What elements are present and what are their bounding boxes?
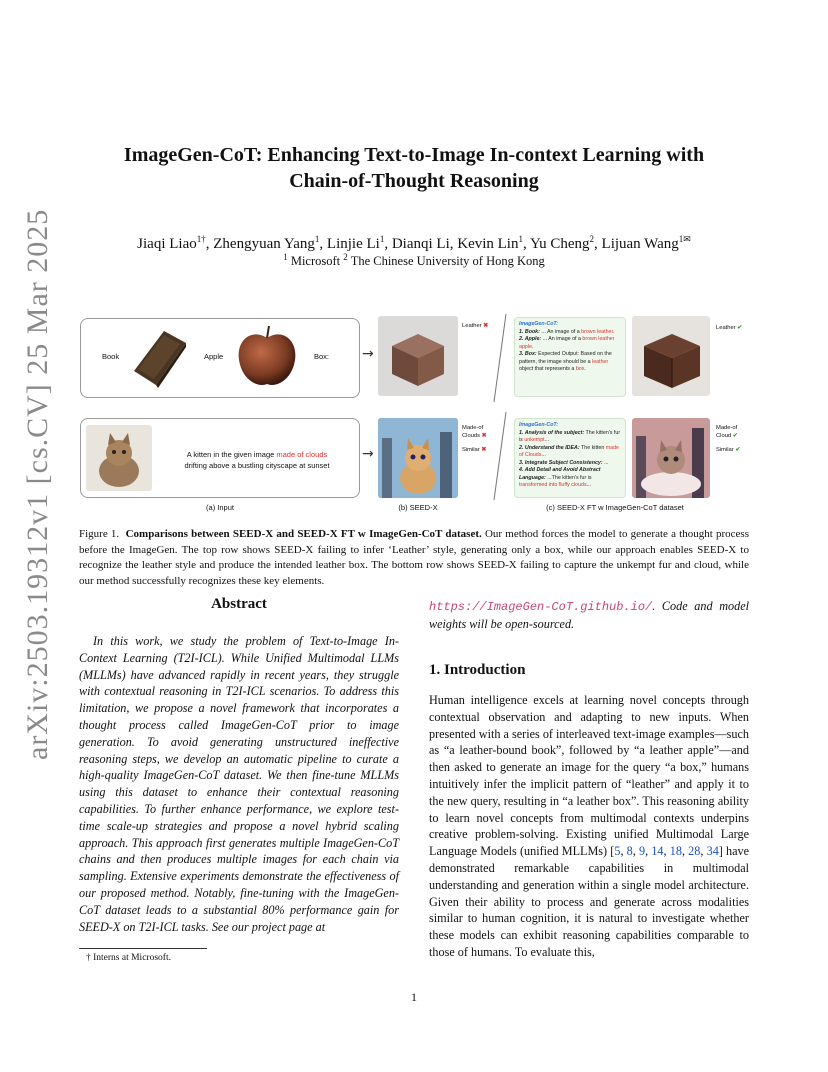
footnote: † Interns at Microsoft.	[86, 953, 171, 963]
caption-bold: Comparisons between SEED-X and SEED-X FT w ImageGen-CoT dataset.	[125, 528, 482, 540]
author: Zhengyuan Yang	[213, 236, 315, 252]
cot-text: ... An image of a	[539, 328, 582, 335]
cot-line	[519, 430, 621, 445]
cot-text: ...The kitten's fur is	[545, 474, 592, 481]
cot-box-top	[514, 317, 626, 397]
abstract-continuation	[429, 598, 749, 633]
subcaption-b: (b) SEED-X	[398, 503, 438, 512]
arrow-icon: →	[362, 446, 374, 462]
cot-highlight: leather	[592, 358, 609, 365]
fail-mark-icon: ✖	[481, 447, 487, 453]
cot-text: Expected Output: Based on the pattern, the image should be a	[519, 351, 612, 365]
fail-mark-icon: ✖	[481, 433, 487, 439]
citation-link[interactable]: 18	[669, 844, 682, 859]
intro-text: ] have demonstrated remarkable capabilities in multimodal understanding and generation within a single model architecture. Given their ability to process and generate across modalities similar to human cognition, it is natural to investigate whether these models can exhibit reasoning capabilities comparable to those of humans. To evaluate this,	[429, 844, 750, 959]
cot-text: ... An image of a	[541, 336, 583, 342]
cot-highlight: brown leather	[581, 328, 613, 335]
cot-text: ...	[602, 459, 609, 466]
cot-step: 1. Book:	[519, 328, 540, 335]
cot-line	[519, 351, 621, 374]
author-sup: 1	[518, 234, 523, 244]
cot-line	[519, 336, 621, 351]
cot-step: 1. Analysis of the subject:	[519, 429, 585, 436]
citation-link[interactable]: 5	[614, 844, 621, 859]
city-kitten-icon	[378, 418, 458, 498]
cot-highlight: made of Clouds	[519, 444, 619, 458]
cot-step: 4. Add Detail and Avoid Abstract Language:	[519, 467, 601, 481]
author: Kevin Lin	[457, 236, 519, 252]
citation-link[interactable]: 14	[651, 844, 664, 859]
citation-link[interactable]: 8	[626, 844, 633, 859]
cot-text: The kitten	[579, 444, 606, 451]
cot-step: 3. Integrate Subject Consistency:	[519, 459, 603, 466]
cot-text: ...	[541, 452, 546, 458]
affiliation: Microsoft	[290, 254, 341, 269]
cot-highlight: transformed into fluffy clouds	[519, 482, 587, 488]
intro-heading: 1. Introduction	[429, 662, 526, 678]
cot-text: object that represents a	[519, 366, 576, 372]
author-list: Jiaqi Liao$^{1\dagger}$, Zhengyuan Yang$^1$, Linjie Li$^1$, Dianqi Li, Kevin Lin$^1$, Yu Cheng$^2$, Lijuan Wang$^{1✉}$	[137, 234, 691, 252]
affiliations	[60, 248, 768, 270]
abstract-heading: Abstract	[211, 596, 267, 612]
affil-sup: 2	[343, 252, 348, 262]
ours-top-tag	[716, 324, 742, 332]
subcaption-c: (c) SEED-X FT w ImageGen-CoT dataset	[546, 503, 684, 512]
caption-label: Figure 1.	[79, 528, 120, 540]
label-box: Box:	[314, 352, 330, 361]
seedx-bottom-tag-2	[462, 446, 486, 454]
subcaption-a: (a) Input	[206, 503, 234, 512]
cot-step: 2. Understand the IDEA:	[519, 444, 580, 451]
ours-leather-box-image	[632, 316, 710, 396]
leather-box-icon	[632, 316, 710, 396]
citation-link[interactable]: 9	[639, 844, 646, 859]
cot-highlight: unkempt	[524, 437, 545, 443]
cot-text: .	[531, 343, 534, 350]
tag-label: Similar	[462, 447, 480, 453]
cot-header: ImageGen-CoT:	[519, 321, 559, 327]
seedx-kitten-image	[378, 418, 458, 498]
book-icon	[130, 325, 190, 389]
figure-caption	[79, 527, 749, 589]
project-link[interactable]: https://ImageGen-CoT.github.io/	[429, 600, 653, 614]
author: Dianqi Li	[391, 236, 450, 252]
prompt-highlight: made of clouds	[276, 450, 328, 459]
cot-box-bottom	[514, 418, 626, 498]
arxiv-stamp: arXiv:2503.19312v1 [cs.CV] 25 Mar 2025	[21, 208, 54, 760]
title-line-1: ImageGen-CoT: Enhancing Text-to-Image In-context Learning with	[123, 144, 705, 166]
tag-label: Clouds	[462, 433, 481, 439]
tag-label: Made-of	[716, 425, 738, 431]
tag-label: Leather	[716, 325, 736, 331]
cot-text: .	[612, 328, 615, 335]
prompt-text: drifting above a bustling cityscape at sunset	[184, 461, 330, 470]
cot-highlight: box	[575, 366, 585, 372]
check-mark-icon: ✔	[735, 447, 741, 453]
tag-label: Similar	[716, 447, 734, 453]
author: Lijuan Wang	[601, 236, 679, 252]
page-number: 1	[411, 990, 417, 1004]
tag-label: Cloud	[716, 433, 732, 439]
ours-bottom-tag-1	[716, 424, 738, 440]
tag-label: Made-of	[462, 425, 484, 431]
abstract-text: . Code and model weights will be open-sourced.	[429, 599, 749, 631]
divider-slash	[490, 312, 510, 502]
author-sup: 1	[379, 234, 385, 244]
author-sup: 2	[589, 234, 595, 244]
prompt-text: A kitten in the given image	[186, 450, 277, 459]
cot-highlight: brown leather apple	[519, 336, 615, 350]
cot-text: The kitten's fur is	[519, 429, 621, 443]
seedx-top-tag	[462, 322, 488, 330]
apple-image	[234, 322, 300, 390]
author-sup: 1†	[196, 234, 206, 244]
kitten-icon	[86, 425, 152, 491]
author: Jiaqi Liao	[137, 236, 197, 252]
title-line-2: Chain-of-Thought Reasoning	[289, 170, 539, 192]
author-sup: 1✉	[678, 234, 691, 244]
book-image	[130, 325, 190, 389]
intro-text: Human intelligence excels at learning novel concepts through contextual observation and adapting to new inputs. When presented with a series of interleaved text-image examples—such as “a leather-bound book”, followed by “a leather apple”—and then asked to generate an image for the query “a box,” humans intuitively infer the implicit pattern of “leather” and apply it to the new query, resulting in “a leather box”. This reasoning ability to learn novel concepts from multimodal contexts underpins creative problem-solving. Existing unified Multimodal Large Language Models (unified MLLMs) [	[429, 693, 749, 859]
apple-icon	[234, 322, 300, 390]
affil-sup: 1	[283, 252, 288, 262]
author-sup: 1	[314, 234, 320, 244]
cot-header: ImageGen-CoT:	[519, 422, 559, 428]
tag-label: Leather	[462, 323, 482, 329]
ours-bottom-tag-2	[716, 446, 740, 454]
label-apple: Apple	[204, 352, 224, 361]
author: Linjie Li	[326, 236, 380, 252]
citation-link[interactable]: 28	[688, 844, 701, 859]
seedx-bottom-tag-1	[462, 424, 487, 440]
label-book: Book	[102, 352, 120, 361]
cot-step: 2. Apple:	[519, 336, 542, 342]
box-icon	[378, 316, 458, 396]
paper-title	[60, 142, 768, 194]
check-mark-icon: ✔	[737, 325, 743, 331]
intro-paragraph: Human intelligence excels at learning novel concepts through contextual observation and adapting to new inputs. When presented with a series of interleaved text-image examples—such as “a leather-bound book”, followed by “a leather apple”—and then asked to generate an image for the query “a box,” humans intuitively infer the implicit pattern of “leather” and apply it to the new query, resulting in “a leather box”. This reasoning ability to learn novel concepts from multimodal contexts underpins creative problem-solving. Existing unified Multimodal Large Language Models (unified MLLMs) [5, 8, 9, 14, 18, 28, 34] have demonstrated remarkable capabilities in multimodal understanding and generation within a single model architecture. Given their ability to process and generate across modalities similar to human cognition, it is natural to investigate whether these models can exhibit reasoning capabilities comparable to those of humans. To evaluate this,	[429, 693, 750, 959]
cot-step: 3. Box:	[519, 351, 537, 357]
cot-text: ...	[544, 437, 550, 443]
author: Yu Cheng	[529, 236, 590, 252]
cot-line	[519, 467, 621, 490]
abstract-body: In this work, we study the problem of Text-to-Image In-Context Learning (T2I-ICL). While Unified Multimodal LLMs (MLLMs) have advanced rapidly in recent years, they struggle with contextual reasoning in T2I-ICL scenarios. To address this limitation, we propose a novel framework that incorporates a thought process called ImageGen-CoT prior to image generation. To avoid generating unstructured ineffective reasoning steps, we develop an automatic pipeline to curate a high-quality ImageGen-CoT dataset. We then fine-tune MLLMs using this dataset to enhance their contextual reasoning capabilities. To further enhance performance, we explore test-time scale-up strategies and propose a novel hybrid scaling approach. This approach first generates multiple ImageGen-CoT chains and then produces multiple images for each chain via sampling. Extensive experiments demonstrate the effectiveness of our proposed method. Notably, fine-tuning with the ImageGen-CoT dataset leads to a substantial 80% performance gain for SEED-X on T2I-ICL tasks. See our project page at	[79, 634, 399, 934]
cot-text: ...	[586, 482, 592, 488]
bottom-prompt	[162, 449, 352, 471]
affiliation: The Chinese University of Hong Kong	[350, 254, 545, 269]
fail-mark-icon: ✖	[483, 323, 489, 329]
cot-line	[519, 329, 621, 337]
arrow-icon: →	[362, 346, 374, 362]
footnote-rule	[79, 948, 207, 949]
cot-line	[519, 460, 621, 468]
citation-link[interactable]: 34	[706, 844, 719, 859]
cot-text: .	[584, 366, 586, 372]
ours-cloud-kitten-image	[632, 418, 710, 498]
cot-line	[519, 445, 621, 460]
seedx-box-image	[378, 316, 458, 396]
kitten-input-image	[86, 425, 152, 491]
caption-text: Our method forces the model to generate a thought process before the ImageGen. The top row shows SEED-X failing to infer ‘Leather’ style, generating only a box, while our approach enables SEED-X to recognize the leather style and produce the intended leather box. The bottom row shows SEED-X failing to capture the unkempt fur and cloud, while our method successfully recognizes these key elements.	[79, 528, 749, 587]
check-mark-icon: ✔	[732, 433, 738, 439]
cloud-kitten-icon	[632, 418, 710, 498]
